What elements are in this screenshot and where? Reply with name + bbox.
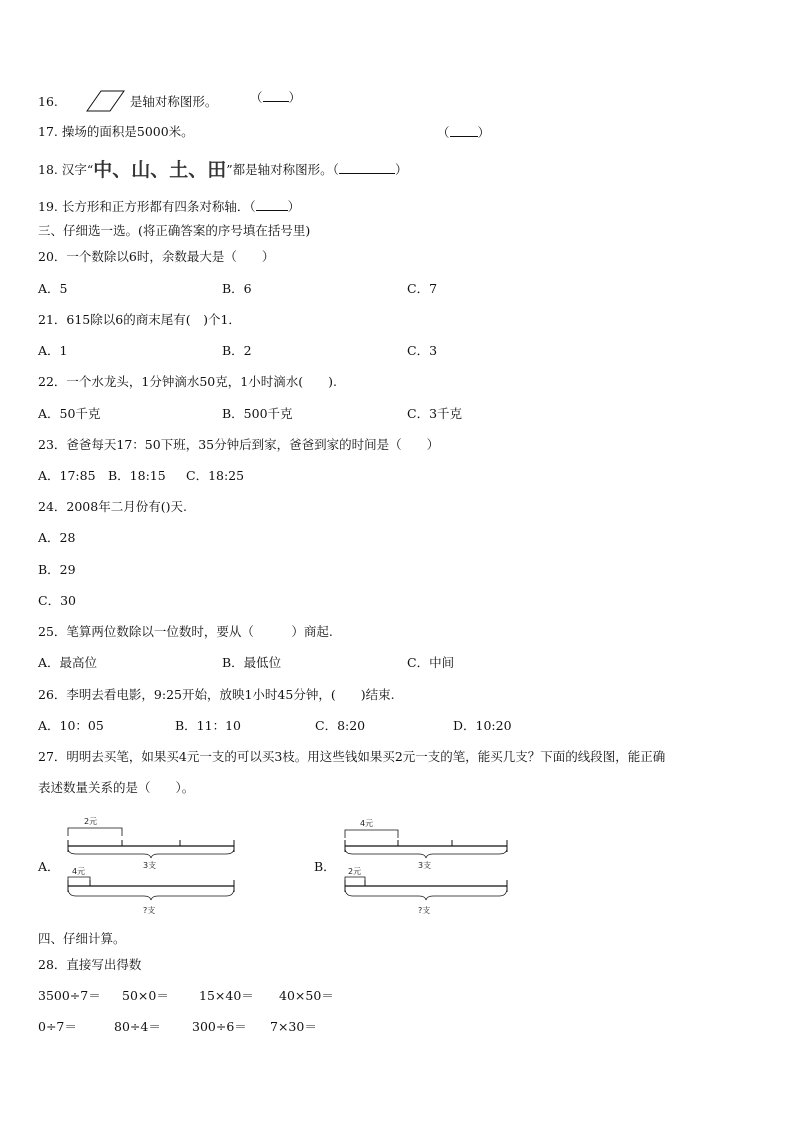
- option-a-label[interactable]: A．: [38, 859, 60, 874]
- calc-item[interactable]: 80÷4＝: [114, 1019, 161, 1034]
- question-number: 16.: [38, 94, 58, 109]
- option-a[interactable]: A．1: [38, 343, 68, 358]
- brace-label: 3支: [143, 861, 157, 870]
- question-22: 22．一个水龙头，1分钟滴水50克，1小时滴水( ).: [38, 374, 337, 389]
- option-c[interactable]: C．18:25: [186, 468, 245, 483]
- calc-item[interactable]: 0÷7＝: [38, 1019, 77, 1034]
- option-c[interactable]: C．3: [407, 343, 438, 358]
- brace-label: 3支: [418, 861, 432, 870]
- question-25: 25．笔算两位数除以一位数时，要从（ ）商起.: [38, 624, 333, 639]
- question-28: 28．直接写出得数: [38, 957, 142, 972]
- option-b[interactable]: B．2: [222, 343, 252, 358]
- brace-label: ?支: [418, 906, 431, 915]
- question-26: 26．李明去看电影，9:25开始，放映1小时45分钟，( )结束.: [38, 687, 395, 702]
- tag-label: 4元: [72, 867, 86, 876]
- question-21: 21．615除以6的商末尾有( )个1．: [38, 312, 241, 327]
- option-a[interactable]: A．17:85: [38, 468, 96, 483]
- question-20: 20．一个数除以6时，余数最大是（ ）: [38, 249, 275, 264]
- option-b[interactable]: B．最低位: [222, 655, 282, 670]
- option-c[interactable]: C．3千克: [407, 406, 463, 421]
- calc-item[interactable]: 300÷6＝: [192, 1019, 247, 1034]
- hanzi-characters: 中、山、土、田: [93, 159, 227, 181]
- calc-item[interactable]: 50×0＝: [122, 988, 169, 1003]
- question-18: 18. 汉字“中、山、土、田”都是轴对称图形。（ ）: [38, 159, 408, 181]
- answer-blank-18[interactable]: [339, 161, 395, 174]
- line-diagram-b: [340, 810, 520, 922]
- calc-item[interactable]: 7×30＝: [270, 1019, 317, 1034]
- line-diagram-a: [62, 810, 242, 922]
- tag-label: 2元: [84, 817, 98, 826]
- question-text: 是轴对称图形。: [129, 94, 218, 109]
- option-a[interactable]: A．28: [38, 530, 76, 545]
- section-heading-3: 三、仔细选一选。(将正确答案的序号填在括号里): [38, 223, 311, 238]
- answer-blank-17[interactable]: （ ）: [437, 125, 491, 140]
- question-17: 17. 操场的面积是5000米。: [38, 124, 194, 139]
- option-c[interactable]: C．7: [407, 281, 438, 296]
- option-c[interactable]: C．30: [38, 593, 76, 608]
- question-19: 19. 长方形和正方形都有四条对称轴．（ ）: [38, 199, 301, 214]
- option-d[interactable]: D．10:20: [453, 718, 512, 733]
- option-c[interactable]: C．8:20: [315, 718, 366, 733]
- option-b[interactable]: B．18:15: [108, 468, 166, 483]
- brace-label: ?支: [143, 906, 156, 915]
- option-a[interactable]: A．50千克: [38, 406, 101, 421]
- option-b[interactable]: B．500千克: [222, 406, 293, 421]
- question-24: 24．2008年二月份有()天.: [38, 499, 187, 514]
- question-text: 操场的面积是5000米。: [61, 124, 194, 139]
- section-heading-4: 四、仔细计算。: [38, 931, 126, 946]
- option-b[interactable]: B．6: [222, 281, 252, 296]
- question-27: 27．明明去买笔，如果买4元一支的可以买3枝。用这些钱如果买2元一支的笔，能买几支？下面的线段图，能正确: [38, 749, 666, 764]
- option-a[interactable]: A．最高位: [38, 655, 98, 670]
- calc-item[interactable]: 15×40＝: [199, 988, 254, 1003]
- calc-item[interactable]: 40×50＝: [279, 988, 334, 1003]
- option-b-label[interactable]: B．: [314, 859, 336, 874]
- answer-blank-16[interactable]: （ ）: [250, 90, 302, 105]
- tag-label: 2元: [348, 867, 362, 876]
- parallelogram-figure: [74, 89, 126, 113]
- option-a[interactable]: A．10：05: [38, 718, 104, 733]
- option-a[interactable]: A．5: [38, 281, 68, 296]
- question-23: 23．爸爸每天17：50下班，35分钟后到家，爸爸到家的时间是（ ）: [38, 437, 440, 452]
- option-c[interactable]: C．中间: [407, 655, 455, 670]
- tag-label: 4元: [360, 819, 374, 828]
- answer-blank-19[interactable]: [256, 198, 288, 211]
- option-b[interactable]: B．29: [38, 562, 76, 577]
- calc-item[interactable]: 3500÷7＝: [38, 988, 101, 1003]
- question-16: [38, 89, 217, 113]
- question-27-cont: 表述数量关系的是（ ）。: [38, 780, 195, 795]
- option-b[interactable]: B．11：10: [175, 718, 241, 733]
